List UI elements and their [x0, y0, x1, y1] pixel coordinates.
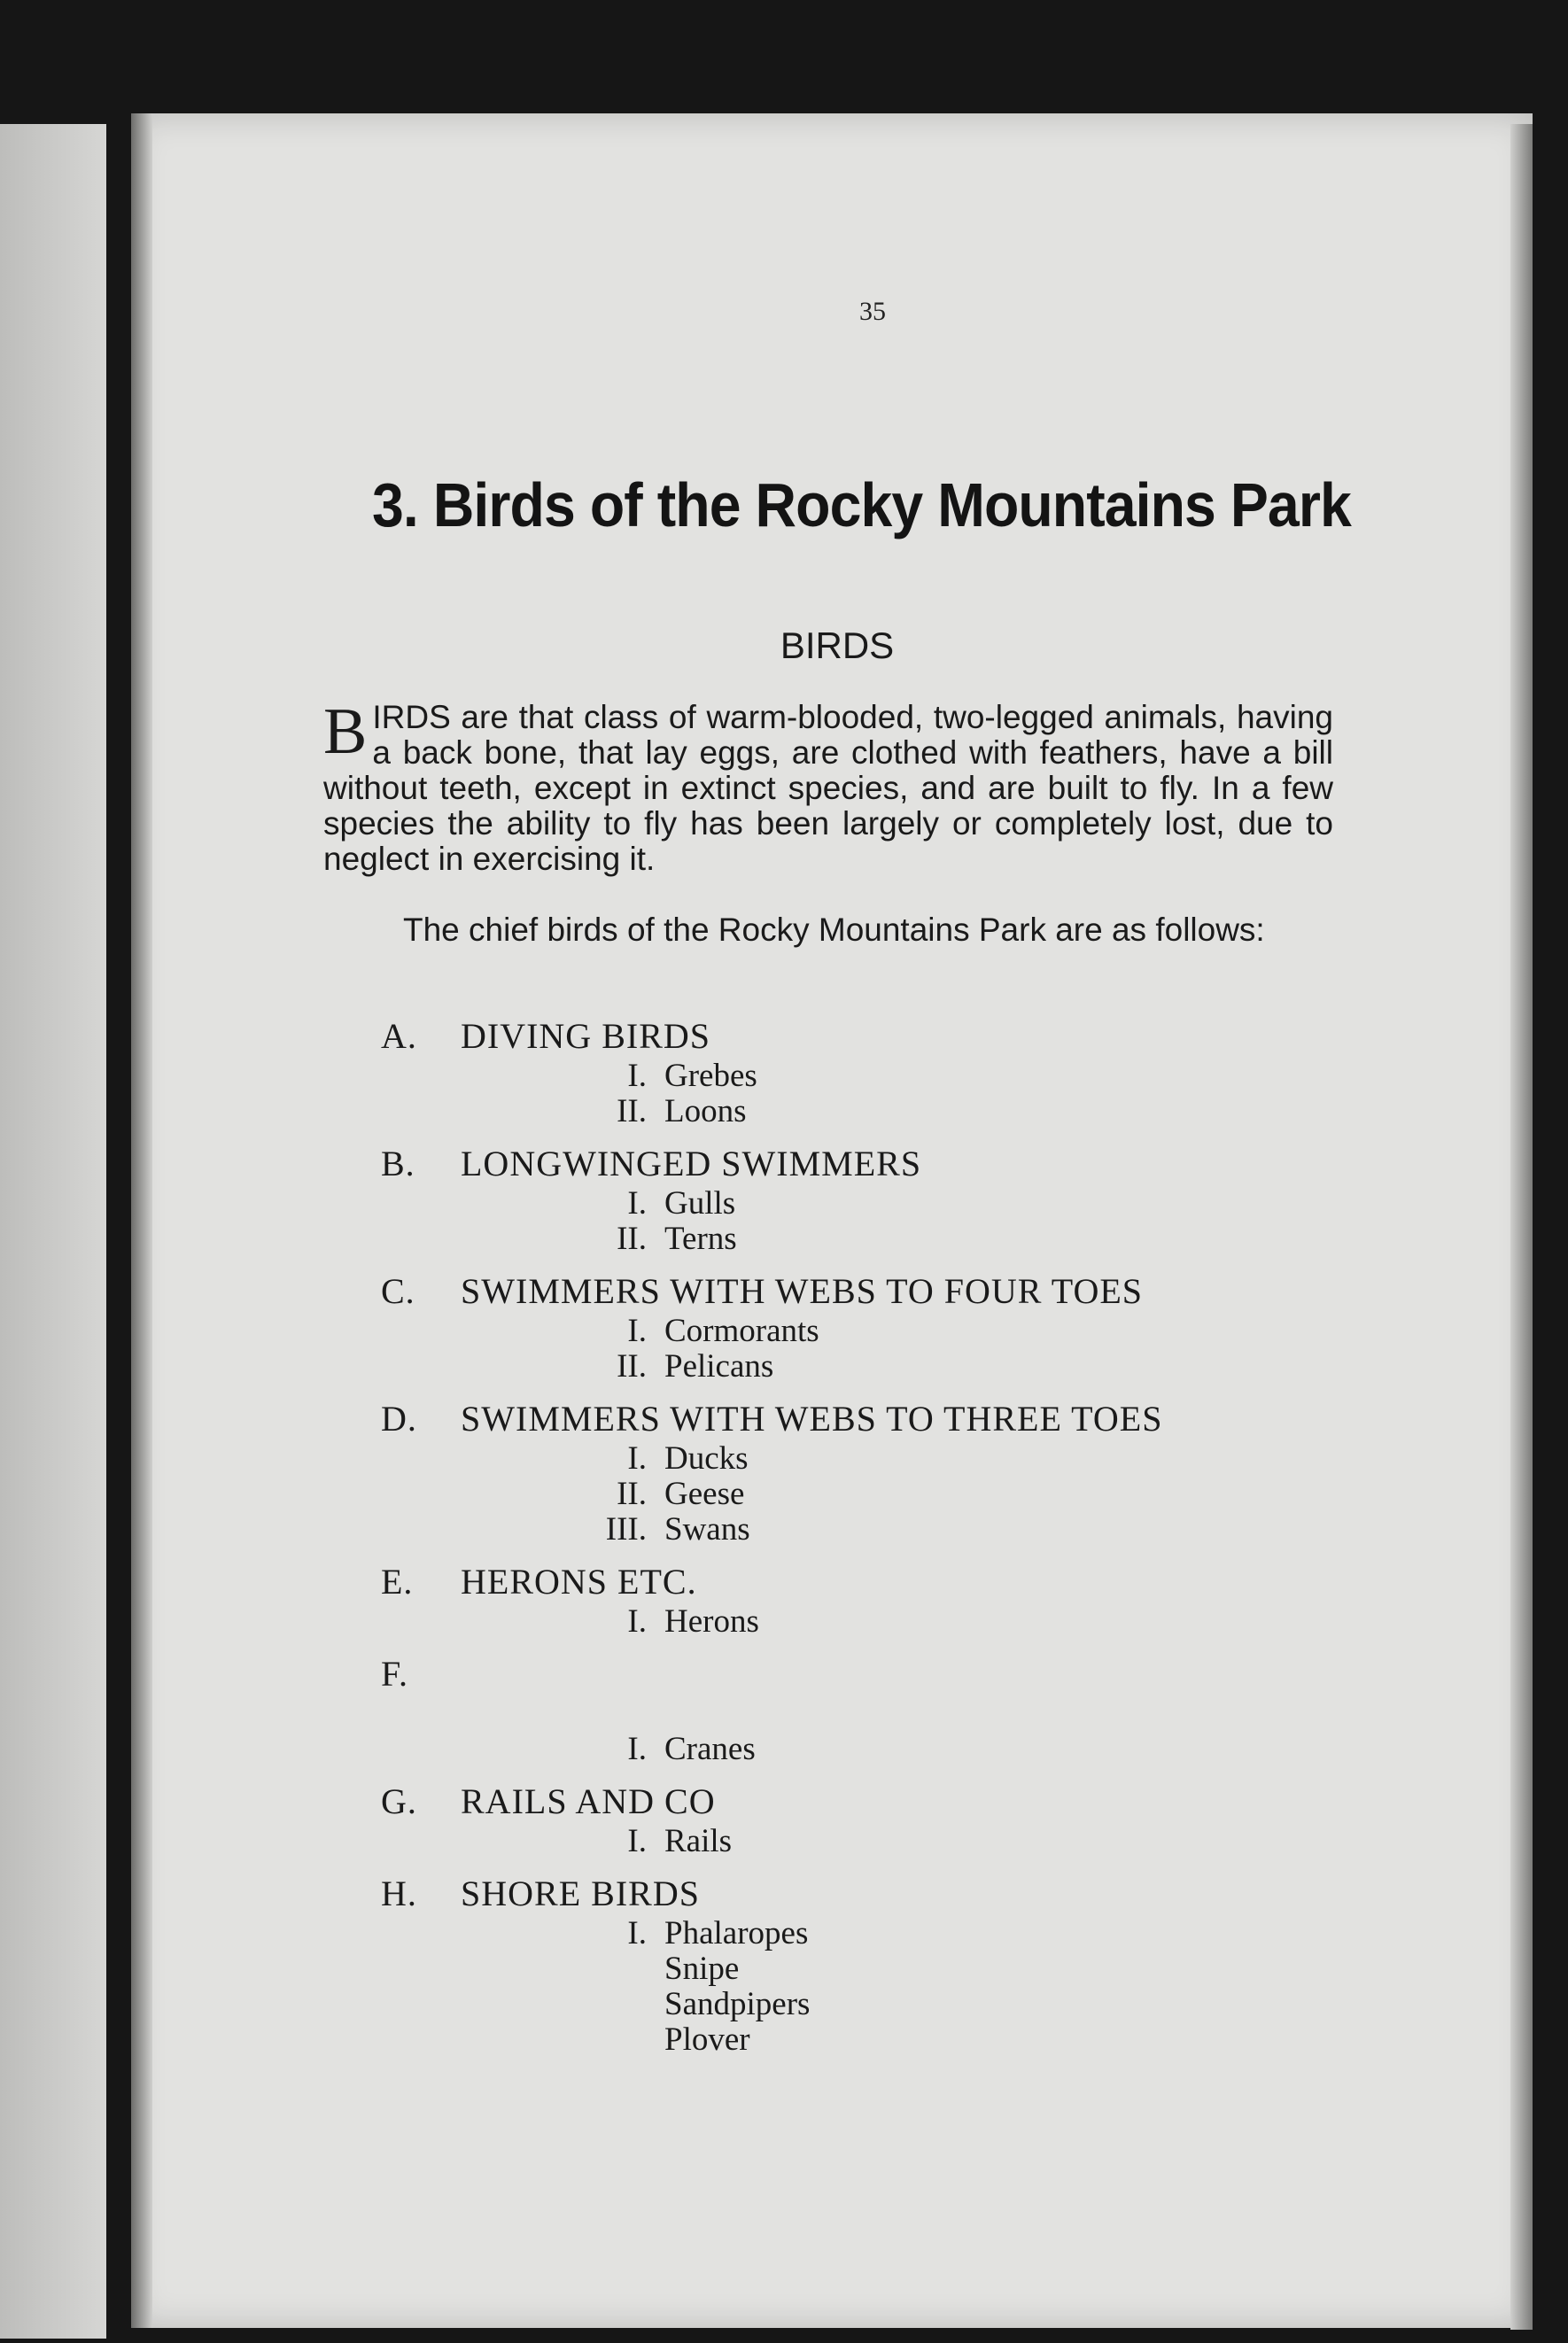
chapter-title: 3. Birds of the Rocky Mountains Park — [372, 470, 1351, 539]
group-letter: A. — [381, 1016, 417, 1056]
item-number: II. — [617, 1348, 647, 1385]
page-edge-shadow — [1510, 124, 1533, 2330]
bird-group — [381, 1142, 1355, 1257]
list-item — [576, 1916, 1355, 1951]
lead-paragraph: The chief birds of the Rocky Mountains Park are as follows: — [403, 912, 1265, 948]
group-heading — [381, 1872, 1355, 1916]
facing-page-edge — [0, 124, 106, 2339]
bird-group — [381, 1780, 1355, 1859]
list-item — [576, 1732, 1355, 1767]
list-item — [576, 1441, 1355, 1477]
group-letter: C. — [381, 1271, 415, 1311]
item-number: I. — [627, 1603, 647, 1640]
item-number: II. — [617, 1221, 647, 1257]
group-name: SWIMMERS WITH WEBS TO FOUR TOES — [461, 1271, 1144, 1311]
item-name: Herons — [664, 1603, 759, 1640]
group-items — [576, 1916, 1355, 2058]
group-name: RAILS AND CO — [461, 1781, 716, 1821]
page-number: 35 — [859, 297, 886, 326]
item-name: Ducks — [664, 1440, 749, 1477]
item-number: I. — [627, 1058, 647, 1094]
binding-shadow — [131, 113, 152, 2328]
group-name: SWIMMERS WITH WEBS TO THREE TOES — [461, 1399, 1163, 1439]
item-name: Snipe — [664, 1951, 740, 1987]
group-items — [576, 1604, 1355, 1640]
group-items — [576, 1059, 1355, 1129]
group-heading — [381, 1560, 1355, 1604]
list-item — [576, 1512, 1355, 1548]
bird-group — [381, 1652, 1355, 1767]
group-heading — [381, 1014, 1355, 1059]
group-letter: F. — [381, 1654, 409, 1694]
group-letter: D. — [381, 1399, 417, 1439]
item-number: III. — [605, 1511, 647, 1548]
item-number: II. — [617, 1093, 647, 1129]
group-name: DIVING BIRDS — [461, 1016, 710, 1056]
item-number: II. — [617, 1476, 647, 1512]
list-item — [576, 1824, 1355, 1859]
item-number: I. — [627, 1823, 647, 1859]
intro-paragraph — [323, 695, 1333, 877]
item-name: Loons — [664, 1093, 747, 1129]
item-name: Terns — [664, 1221, 737, 1257]
item-name: Plover — [664, 2021, 750, 2058]
item-name: Swans — [664, 1511, 750, 1548]
group-items — [576, 1824, 1355, 1859]
section-heading: BIRDS — [780, 625, 895, 666]
group-items — [576, 1441, 1355, 1548]
list-item — [576, 1186, 1355, 1222]
group-letter: G. — [381, 1781, 417, 1821]
group-heading — [381, 1269, 1355, 1314]
group-letter: E. — [381, 1562, 414, 1602]
list-item — [576, 1477, 1355, 1512]
item-name: Geese — [664, 1476, 745, 1512]
bird-group — [381, 1872, 1355, 2058]
bird-classification-list — [381, 1014, 1355, 2070]
bird-group — [381, 1269, 1355, 1385]
list-item — [576, 1987, 1355, 2022]
group-letter: B. — [381, 1144, 415, 1183]
item-name: Grebes — [664, 1058, 757, 1094]
group-letter: H. — [381, 1874, 417, 1913]
item-number: I. — [627, 1915, 647, 1951]
item-name: Rails — [664, 1823, 733, 1859]
group-heading — [381, 1397, 1355, 1441]
group-heading — [381, 1142, 1355, 1186]
bird-group — [381, 1560, 1355, 1640]
group-name: SHORE BIRDS — [461, 1874, 700, 1913]
blank-line — [381, 1696, 1355, 1732]
item-number: I. — [627, 1731, 647, 1767]
group-name: HERONS ETC. — [461, 1562, 697, 1602]
item-number: I. — [627, 1313, 647, 1349]
group-items — [576, 1314, 1355, 1385]
intro-text: IRDS are that class of warm-blooded, two-legged animals, having a back bone, that lay eggs, are clothed with feathers, have a bill without teeth, except in extinct species, and are built to fly. In a few species the ability to fly has been largely or completely lost, due to neglect in exercising it. — [323, 699, 1333, 877]
item-number: I. — [627, 1440, 647, 1477]
drop-cap: B — [323, 695, 368, 768]
list-item — [576, 1349, 1355, 1385]
bird-group — [381, 1397, 1355, 1548]
item-name: Cormorants — [664, 1313, 819, 1349]
list-item — [576, 1314, 1355, 1349]
list-item — [576, 1951, 1355, 1987]
item-name: Pelicans — [664, 1348, 774, 1385]
group-items — [576, 1186, 1355, 1257]
group-heading — [381, 1652, 1355, 1696]
list-item — [576, 1604, 1355, 1640]
item-name: Sandpipers — [664, 1986, 811, 2022]
group-heading — [381, 1780, 1355, 1824]
list-item — [576, 1094, 1355, 1129]
item-name: Cranes — [664, 1731, 756, 1767]
bird-group — [381, 1014, 1355, 1129]
list-item — [576, 1059, 1355, 1094]
group-items — [576, 1732, 1355, 1767]
item-name: Gulls — [664, 1185, 736, 1222]
list-item — [576, 2022, 1355, 2058]
list-item — [576, 1222, 1355, 1257]
item-name: Phalaropes — [664, 1915, 809, 1951]
group-name: LONGWINGED SWIMMERS — [461, 1144, 922, 1183]
item-number: I. — [627, 1185, 647, 1222]
